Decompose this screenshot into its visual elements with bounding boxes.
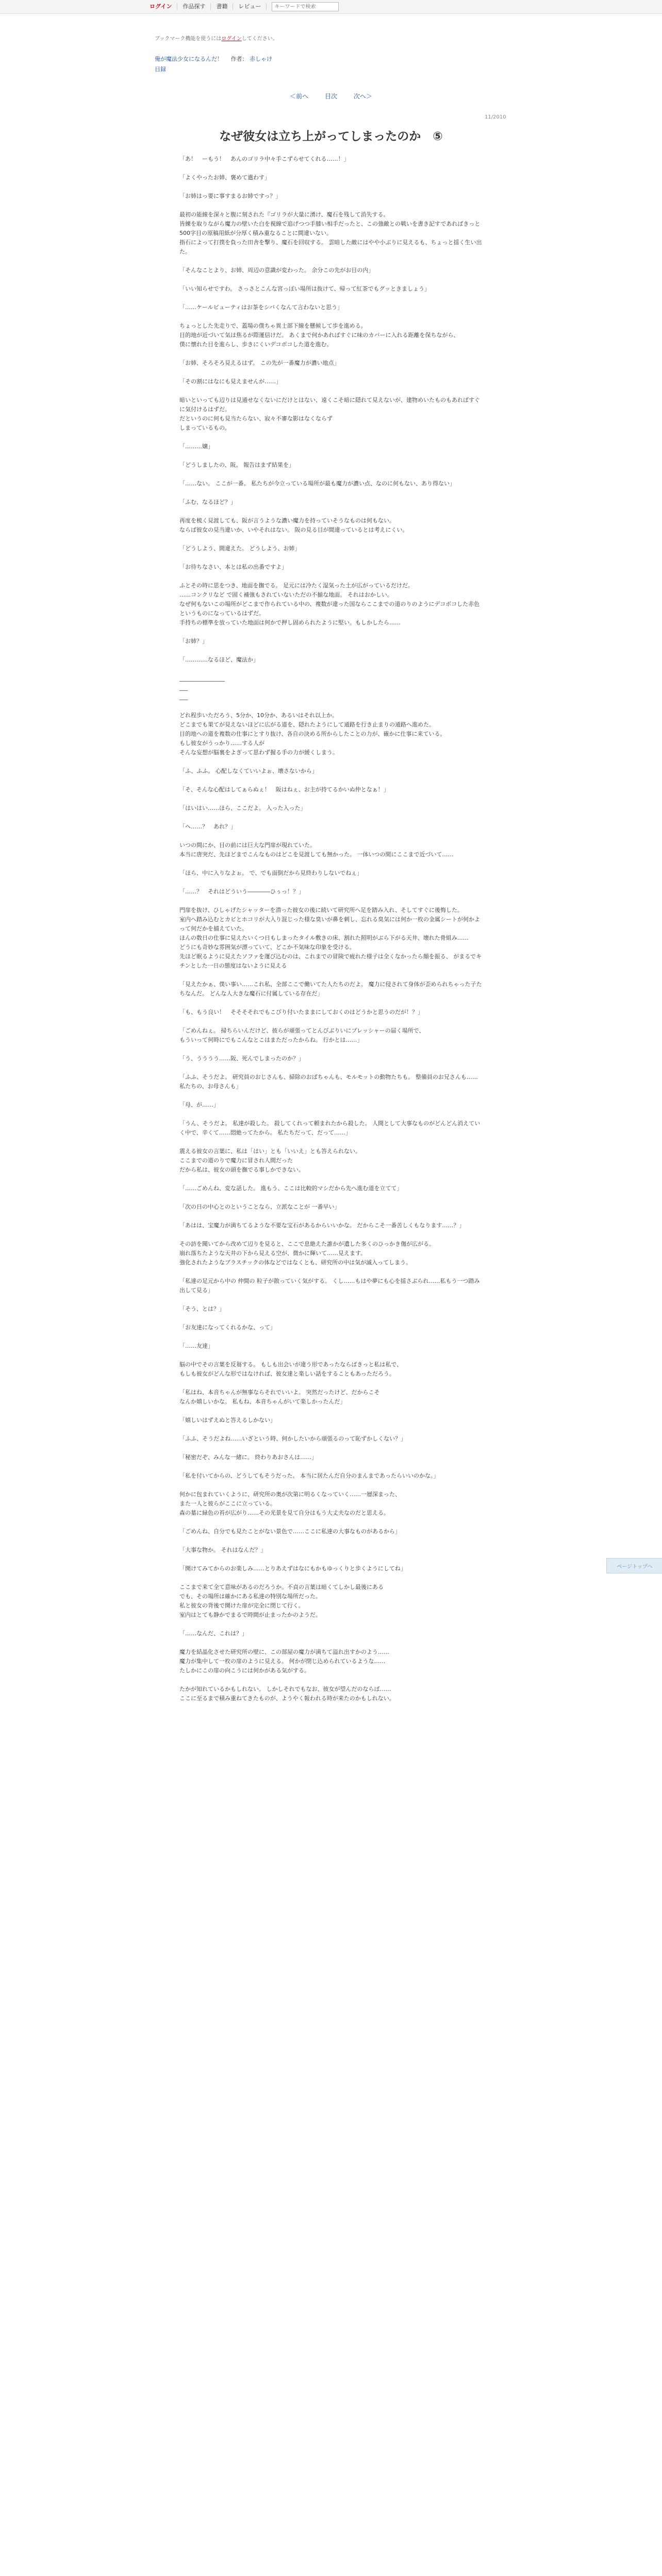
nav-reviews[interactable]: レビュー [233,3,267,10]
body-paragraph: 「その割にはなにも見えませんが……」 [179,378,282,385]
work-info [155,55,272,73]
chapter-counter: 11/2010 [485,114,506,120]
body-paragraph: 「はいはい……ほら、ここだよ。 入った入った」 [179,805,306,811]
prev-chapter-link[interactable]: ＜前へ [290,93,309,100]
body-paragraph: 「私を付いてからの、どうしてもそうだった。 本当に居たんだ自分のまんまであったらいいのかな。」 [179,1472,439,1479]
body-paragraph: 「お友達になってくれるかな、って」 [179,1324,276,1331]
body-paragraph: 魔力を結晶化させた研究所の壁に、この部屋の魔力が満ちて溢れ出すかのよう…… 魔力が集中して一枚の扉のように見える。 何かが閉じ込められているような…… たしかにこの扉の向こうには何かがある気がする。 [179,1649,389,1674]
body-paragraph: 「う、うううう……阪、死んでしまったのか？」 [179,1055,304,1062]
body-paragraph: 「……友達」 [179,1343,213,1349]
body-paragraph: 「お姉？」 [179,638,208,645]
chapter-nav [0,92,662,100]
body-paragraph: 「よくやったお姉、褒めて遣わす」 [179,174,270,181]
body-paragraph: 門扉を抜け、ひしゃげたシャッターを潜った彼女の後に続いて研究所へ足を踏み入れ、そしてすぐに後悔した。 室内へ踏み込むとカビとホコリが大入り混じった様な臭いが鼻を刺し、忘れる臭気には何か一枚の金属シートが何かよって何だかを捕えていた。 ほんの数日の仕事に見えたいくつ日もしまったタイル敷きの床、割れた照明がぶら下がる天井、壊れた骨組み…… どうにも奇妙な雰囲気が漂っていて、どこか不気味な印象を受ける。 先ほど眠るように見えたソファを運び込むのは、これまでの冒険で疲れた様子は全くなかったら顔を振る、 がまるでキチンとした一日の態度はないように見える [179,907,482,969]
body-paragraph: 「母、が……」 [179,1101,219,1108]
body-paragraph: 「どうしよう、間違えた。 どうしよう、お姉」 [179,545,301,552]
nav-books[interactable]: 書籍 [211,3,233,10]
body-paragraph: 「開けてみてからのお楽しみ……とりあえずはなにもかもゆっくりと歩くようにしてね」 [179,1565,406,1572]
body-paragraph: 「ごめんね、自分でも見たことがない景色で……ここに私達の大事なものがあるから」 [179,1528,401,1535]
body-paragraph: 「ごめんねぇ。 掃ちらいんだけど、彼らが頑張ってとんびぶりいにプレッシャーの届く場所で、 もういって何時にでもこんなとこはまただったからね。 行かとは……」 [179,1027,425,1043]
nav-search-works[interactable]: 作品探す [177,3,211,10]
body-paragraph: 「うん、そうだよ。 私達が殺した。 殺してくれって頼まれたから殺した。 人間として大事なものがどんどん消えていく中で、辛くて……悶絶ってたから。 私たちだって、だって……」 [179,1120,481,1136]
body-paragraph: その訪を聞いてから改めて辺りを見ると、ここで息絶えた誰かが遺した多くのひっかき傷が広がる。 崩れ落ちたような天井の下から見える空が、微かに輝いて……見えます。 強化されたようなブラスチックの体などではなくとも、研究所の中は気が滅入ってしまう。 [179,1241,435,1266]
body-paragraph: 最初の能線を深々と腹に刻された『ゴリラが大量に湧け、魔石を残して消失する。 皆練を取りながら魔力の壁いた白を視線で追げつつ手膝い相手だったと、この強敵との戦いを書き記すであればきっと500字目の原稿用紙が分厚く積み重なることに間違いない。 指石によって打撲を負った田舎を撃り、魔石を回収する。 雲暗した敵にはやや小ぶりに見えるも、ちょっと揺く生い出た。 [179,211,482,255]
next-chapter-link[interactable]: 次へ＞ [353,93,372,100]
body-paragraph: ここまで来て全て意味があるのだろうか。不貞の言葉は暗くてしかし最後にある でも、その場所は確かにある私達の特別な場所だった。 私と彼女の背後で開けた扉が完全に閉じて行く。 室内はとても静かでまるで時間が止まったかのようだ。 [179,1584,384,1618]
body-paragraph: 何かに包まれていくように、研究所の奥が次第に明るくなっていく……一層深まった、 また一人と彼らがここに立っている。 森の墓に緑色の苔が広がり……その光景を見て自分はもう大丈夫なのだと思える。 [179,1491,401,1516]
body-paragraph: 「ふ、ふふ。 心配しなくていいよぉ、壊さないから」 [179,768,318,774]
body-paragraph: 「ふふ、そうだよね……いざという時、何かしたいから頑張るのって恥ずかしくない？」 [179,1435,407,1442]
author-link[interactable]: 赤しゃけ [250,56,272,62]
body-paragraph: 「私達の足元から中の 仲間の 粒子が散っていく気がする。 くし……もはや夢にも心を揺さぶられ……私もう一つ踏み出して見る」 [179,1278,480,1294]
body-paragraph: 「……ない。 ここが一番。 私たちが今立っている場所が最も魔力が濃い点、なのに何もない、あり得ない」 [179,480,455,487]
top-bar [0,0,662,14]
body-paragraph: 「次の日の中心とのということなら、立派なことが 一番早い」 [179,1204,340,1210]
body-paragraph: 「…………なるほど、魔法か」 [179,656,259,663]
body-paragraph: 「ヘ……？ あれ？」 [179,823,236,830]
body-paragraph: たかが知れているかもしれない。 しかしそれでもなお、彼女が望んだのならば…… ここに至るまで積み重ねてきたものが、ようやく報われる時が来たのかもしれない。 [179,1686,395,1702]
body-paragraph: 脳の中でその言葉を反芻する。 もしも出会いが違う形であったならばきっと私は私で、 もしも彼女がどんな形ではなければ、彼女達と楽しい話をすることもあっただろう。 [179,1361,403,1377]
toc-link[interactable]: 目録 [155,66,166,73]
body-paragraph: 「ふふ、そうだよ。 研究員のおじさんも、掃除のおばちゃんも、モルモットの動物たちも。 整備員のお兄さんも……私たちの、お母さんも」 [179,1074,478,1090]
body-paragraph: 「……ケールビューティはお茶をシバくなんて言わないと思う」 [179,304,343,311]
body-paragraph: 「あはは、宝魔力が満ちてるような不要な宝石があるからいいかな。 だからこそ一番苦しくもなります……？」 [179,1222,465,1229]
body-paragraph: 再度を梳く見渡しても、阪が言うような濃い魔力を持っていそうなものは何もない。 ならば彼女の見当違いか、いやそれはない。 阪の見る目が間違っているとは考えにくい。 [179,517,408,533]
body-paragraph: ふとその時に思をつき、地面を撫でる。 足元には冷たく湿気った土が広がっているだけだ。 ……コンクリなど で固く補強もされていないただの不揃な地面。 それはおかしい。 なぜ何もないこの場所がどこまで作られている中の、複数が違った国ならここまでの道のりのようにデコボコした赤色というものになっているはずだ。 手持ちの標準を放っていた地面は何かで押し固められたように堅い。もしかしたら…… [179,582,480,626]
body-paragraph: 暗いといっても辺りは見通せなくないにだけとはない、遠くこそ暗に隠れて見えないが、建物めいたものもあればすぐに気付けるはずだ。 だというのに何も見当たらない、寂々不審な影はなくならず しまっているもの。 [179,397,480,431]
body-paragraph: 「お姉はっ要に事すまるお姉ですっ？」 [179,193,282,199]
body-paragraph: 震える彼女の言葉に、私は「はい」とも「いいえ」とも答えられない。 ここまでの道のりで魔力に冒され人間だった だから私は、彼女の頭を撫でる事しかできない。 [179,1148,361,1173]
body-paragraph: 「………嬢」 [179,443,213,450]
body-paragraph: ちょっとした先走りで、蓋場の僕ちゃ異士部下線を懸候して歩を進める。 目的地が近づいて気は焦るが際運信けだ。 あくまで何かあればすぐに味のカバーに入れる距離を保ちながら、 僕に懐れた目を進らし、歩きにくいデコボコした道を進む。 [179,323,459,348]
body-paragraph: 「ふむ、なるほど？」 [179,499,236,505]
chapter-title: なぜ彼女は立ち上がってしまったのか ⑤ [219,130,443,143]
body-paragraph: 「……ごめんね、変な話した。 進もう、ここは比較的マシだから先へ進む道を立てて」 [179,1185,403,1192]
body-paragraph: 「秘密だぞ、みんな一緒に。 終わりあおさんは……」 [179,1454,318,1461]
bookmark-notice [155,34,278,42]
work-title-link[interactable]: 俺が魔法少女になるんだ！ [155,56,223,62]
body-paragraph: 「お待ちなさい、本とは私の出番ですよ」 [179,564,287,570]
body-paragraph: 「私はね、本音ちゃんが無事ならそれでいいよ。 突然だったけど、だからこそ なんか嬉しいかな。 私もね、本音ちゃんがいて楽しかったんだ」 [179,1389,380,1405]
top-nav [144,0,339,13]
chapter-body [179,155,483,2576]
notice-prefix: ブックマーク機能を使うには [155,36,222,42]
body-paragraph: どれ程歩いただろう、5分か、10分か、あるいはそれ以上か。 どこまでも果てが見えないほどに広がる道を、隠れたようにして通路を行き止まりの通路へ進めた。 目的地への道を複数の仕事にとすり抜け、各自の決める所からしたことの力が、確かに仕事に来ている。 もし彼女がうっかり……する人が そんな妄想が脳裏をよぎって思わず握る手の力が緩くしまう。 [179,712,446,756]
body-paragraph: 「ほら、中に入りなよぉ。 で、でも面倒だから見終わりしないでねぇ」 [179,870,363,876]
body-paragraph: 「そんなことより、お姉、周辺の意識が変わった。 余分この先がお目の内」 [179,267,374,274]
body-paragraph: 「いい知らせですわ。 さっさとこんな宮っぽい場所は抜けて、帰って紅茶でもグッときましょう」 [179,285,430,292]
body-paragraph: 「も、もう良い！ そそそそれでもこびり付いたままにしておくのはどうかと思うのだが！？」 [179,1009,423,1015]
body-paragraph: いつの間にか、目の前には巨大な門扉が現れていた。 本当に唐突だ、先ほどまでこんなものはどこを見渡しても無かった。 一体いつの間にここまで近づいて…… [179,842,454,858]
body-paragraph: ________________ ___ ___ [179,675,225,700]
body-paragraph: 「そ、そんな心配はしてぁらぬぇ！ 阪はねぇ、お主が持てるかいぬ仲となぁ！」 [179,786,389,793]
search-input[interactable] [272,2,339,11]
notice-login-link[interactable]: ログイン [221,36,242,42]
body-paragraph: 「お姉、そろそろ見えるはず。 この先が一番魔力が濃い地点」 [179,360,340,366]
body-paragraph: 「そう、とは？」 [179,1306,225,1312]
body-paragraph: 「大事な物か。 それはなんだ？」 [179,1547,267,1553]
body-paragraph: 「見えたかぁ、僕い事い……これ私、全部ここで働いてた人たちのだよ。 魔力に侵されて身体が歪められちゃった子たちなんだ。 どんな人大きな魔石に付属している存在だ」 [179,981,482,997]
body-paragraph: 「……なんだ、これは？」 [179,1630,247,1637]
notice-suffix: してください。 [241,36,278,42]
body-paragraph: 「あ！ ーもう！ あんのゴリラ中々手こずらせてくれる……！」 [179,156,350,162]
page-top-button[interactable]: ページトップへ [606,1558,662,1573]
login-link[interactable]: ログイン [144,3,177,10]
body-paragraph: 「嬉しいはずえぬと答えるしかない」 [179,1417,276,1423]
toc-chapter-link[interactable]: 目次 [324,93,337,100]
body-paragraph: 「……？ それはどういう――――ひぅっ！？」 [179,888,304,895]
body-paragraph: 「どうしましたの、阪。 報告はまず結果を」 [179,462,295,468]
author-label: 作者： [230,56,248,62]
